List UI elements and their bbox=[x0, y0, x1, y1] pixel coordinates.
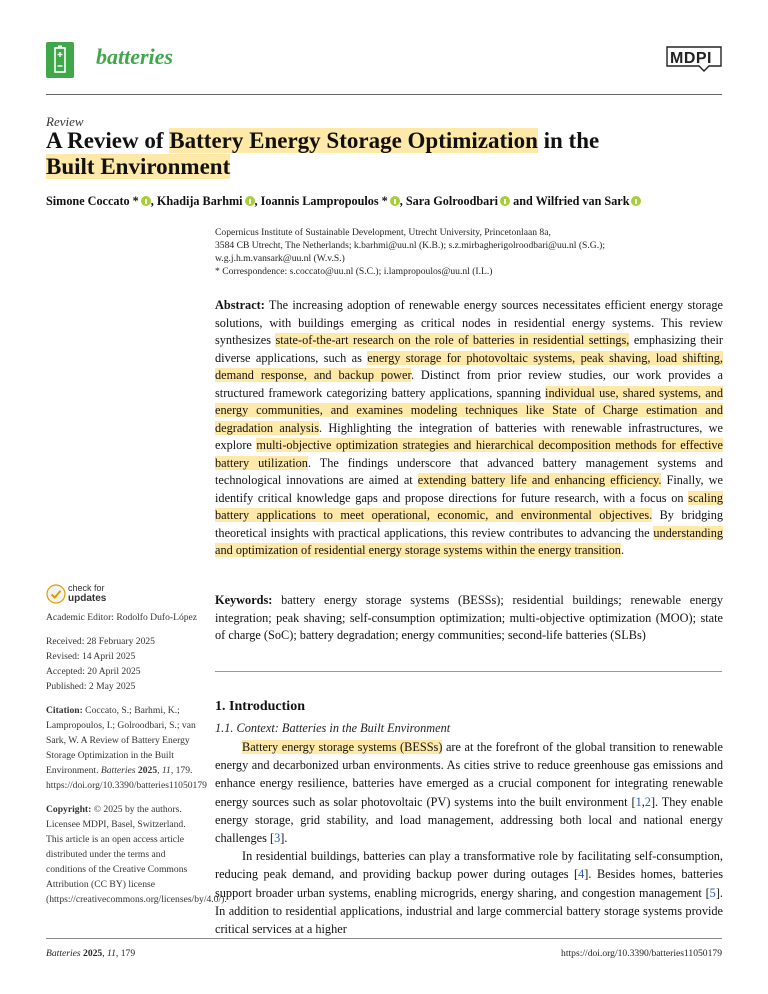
abstract-segment: Finally, we identify critical knowledge gaps and propose directions for future research, with a focus on bbox=[215, 473, 723, 505]
citation-year: 2025 bbox=[135, 765, 158, 776]
introduction-body bbox=[215, 738, 723, 938]
corresponding-mark: * bbox=[378, 194, 388, 208]
abstract-segment: . Highlighting the integration of batteries with renewable infrastructures, we explore bbox=[215, 420, 723, 452]
check-for-updates-badge[interactable] bbox=[46, 582, 156, 608]
body-text: ]. Besides homes, batteries support broader urban systems, enabling microgrids, energy sharing, and congestion management [ bbox=[215, 867, 723, 900]
author-separator: , bbox=[399, 194, 406, 208]
article-info-sidebar bbox=[46, 610, 227, 916]
affiliation-line: w.g.j.h.m.vansark@uu.nl (W.v.S.) bbox=[215, 253, 345, 264]
footer-volume: , 11 bbox=[102, 948, 116, 959]
author-list bbox=[46, 194, 736, 209]
copyright-text: © 2025 by the authors. Licensee MDPI, Basel, Switzerland. This article is an open access article distributed under the terms and conditions of the Creative Commons Attribution (CC BY) license (https://creativecommons.org/licenses/by/4.0/). bbox=[46, 804, 227, 905]
abstract-highlight: understanding and optimization of residential energy storage systems within the energy transition bbox=[215, 525, 723, 557]
body-text: are at the forefront of the global transition to renewable energy and decarbonized urban environments. As cities strive to reduce greenhouse gas emissions and enhance energy resilience, batteries have emerged as a crucial component for integrating renewable energy sources such as solar photovoltaic (PV) systems into the built environment [ bbox=[215, 740, 723, 809]
citation-tail[interactable]: , 179. https://doi.org/10.3390/batteries11050179 bbox=[46, 765, 207, 791]
citation-link[interactable]: 4 bbox=[578, 867, 585, 882]
orcid-icon[interactable] bbox=[141, 196, 151, 206]
citation-link[interactable]: 3 bbox=[274, 831, 281, 846]
orcid-icon[interactable] bbox=[390, 196, 400, 206]
abstract-highlight: state-of-the-art research on the role of batteries in residential settings, bbox=[275, 333, 630, 347]
citation-volume: , 11 bbox=[157, 765, 171, 776]
abstract-segment: The increasing adoption of renewable energy sources necessitates efficient energy storage solutions, with buildings emerging as critical nodes in residential energy systems. This review synthesizes bbox=[215, 298, 723, 347]
footer-journal: Batteries bbox=[46, 948, 81, 959]
copyright bbox=[46, 802, 227, 907]
abstract-highlight: scaling battery applications to meet operational, economic, and environmental objectives. bbox=[215, 490, 723, 522]
article-type: Review bbox=[46, 114, 84, 129]
copyright-label: Copyright: bbox=[46, 804, 92, 815]
date-revised: Revised: 14 April 2025 bbox=[46, 651, 136, 662]
body-text: In residential buildings, batteries can play a transformative role by facilitating self-consumption, reducing peak demand, and providing backup power during outages [ bbox=[215, 849, 723, 882]
subsection-heading: 1.1. Context: Batteries in the Built Environment bbox=[215, 721, 451, 735]
keywords bbox=[215, 592, 723, 645]
author-separator: , bbox=[254, 194, 261, 208]
abstract-segment: . The findings underscore that advanced battery management systems and technological innovations are aimed at bbox=[215, 455, 724, 487]
author-name[interactable]: Simone Coccato bbox=[46, 194, 130, 208]
author-name[interactable]: Khadija Barhmi bbox=[156, 194, 243, 208]
paragraph bbox=[215, 738, 723, 847]
abstract-highlight: energy storage for photovoltaic systems, peak shaving, load shifting, demand response, and backup power bbox=[215, 350, 723, 382]
author-name[interactable]: Ioannis Lampropoulos bbox=[260, 194, 379, 208]
title-part2: in the bbox=[537, 128, 600, 153]
footer-citation bbox=[46, 948, 135, 959]
citation-link[interactable]: 1 bbox=[635, 794, 642, 809]
section-heading: 1. Introduction bbox=[215, 699, 305, 714]
orcid-icon[interactable] bbox=[245, 196, 255, 206]
orcid-icon[interactable] bbox=[631, 196, 641, 206]
abstract-highlight: individual use, shared systems, and energy communities, and examines modeling techniques like State of Charge estimation and degradation analysis bbox=[215, 385, 723, 435]
orcid-icon[interactable] bbox=[500, 196, 510, 206]
body-text: ]. bbox=[280, 831, 288, 846]
footer-doi[interactable]: https://doi.org/10.3390/batteries11050179 bbox=[561, 948, 722, 959]
check-updates-line1: check for bbox=[68, 583, 105, 593]
journal-logo bbox=[46, 42, 74, 78]
citation-link[interactable]: 5 bbox=[709, 885, 716, 900]
article-dates bbox=[46, 634, 201, 694]
body-highlight: Battery energy storage systems (BESSs) bbox=[242, 740, 443, 754]
citation bbox=[46, 703, 207, 793]
author-name[interactable]: Wilfried van Sark bbox=[535, 194, 630, 208]
correspondence-line: * Correspondence: s.coccato@uu.nl (S.C.); i.lampropoulos@uu.nl (I.L.) bbox=[215, 266, 493, 277]
abstract-highlight: extending battery life and enhancing efficiency. bbox=[417, 473, 662, 487]
affiliation-line: 3584 CB Utrecht, The Netherlands; k.barhmi@uu.nl (K.B.); s.z.mirbagherigolroodbari@uu.nl (S.G.); bbox=[215, 240, 605, 251]
abstract-segment: . Distinct from prior review studies, our work provides a structured framework categorizing battery applications, spanning bbox=[215, 368, 723, 400]
keywords-text: battery energy storage systems (BESSs); residential buildings; renewable energy integration; peak shaving; self-consumption optimization; multi-objective optimization (MOO); state of charge (SoC); battery degradation; energy communities; second-life batteries (SLBs) bbox=[215, 593, 723, 642]
author-name[interactable]: Sara Golroodbari bbox=[405, 194, 499, 208]
publisher-logo bbox=[664, 46, 724, 77]
corresponding-mark: * bbox=[129, 194, 139, 208]
abstract-highlight: multi-objective optimization strategies and hierarchical decomposition methods for effective battery utilization bbox=[215, 438, 723, 470]
author-and: and bbox=[510, 194, 536, 208]
citation-label: Citation: bbox=[46, 705, 83, 716]
body-text: ]. In addition to residential applications, industrial and large commercial battery storage systems provide critical services at a higher bbox=[215, 885, 723, 937]
body-text: , bbox=[641, 794, 645, 809]
date-received: Received: 28 February 2025 bbox=[46, 636, 155, 647]
journal-name: batteries bbox=[96, 44, 173, 69]
citation-text: Coccato, S.; Barhmi, K.; Lampropoulos, I.; Golroodbari, S.; van Sark, W. A Review of Battery Energy Storage Optimization in the Built Environment. bbox=[46, 705, 196, 776]
keywords-divider bbox=[215, 671, 722, 672]
abstract-label: Abstract: bbox=[215, 298, 265, 312]
affiliation-line: Copernicus Institute of Sustainable Development, Utrecht University, Princetonlaan 8a, bbox=[215, 227, 551, 238]
header-divider bbox=[46, 94, 722, 95]
abstract-segment: By bridging theoretical insights with practical applications, this review contributes to advancing the bbox=[215, 508, 724, 540]
body-text: ]. They enable energy storage, grid stability, and load management, addressing both local and national energy challenges [ bbox=[215, 794, 724, 846]
keywords-label: Keywords: bbox=[215, 593, 273, 607]
abstract bbox=[215, 297, 723, 560]
author-separator: , bbox=[150, 194, 157, 208]
abstract-segment: emphasizing their diverse applications, such as bbox=[215, 333, 723, 365]
article-title bbox=[46, 128, 686, 180]
publisher-name: MDPI bbox=[670, 50, 712, 67]
check-updates-line2: updates bbox=[68, 593, 107, 604]
battery-icon bbox=[46, 42, 74, 78]
citation-link[interactable]: 2 bbox=[644, 794, 651, 809]
title-line2: Built Environment bbox=[46, 154, 231, 179]
citation-journal: Batteries bbox=[100, 765, 136, 776]
abstract-segment: . bbox=[620, 543, 625, 557]
footer-divider bbox=[46, 938, 722, 939]
footer-page: , 179 bbox=[115, 948, 136, 959]
date-accepted: Accepted: 20 April 2025 bbox=[46, 666, 141, 677]
date-published: Published: 2 May 2025 bbox=[46, 681, 136, 692]
title-part1: A Review of bbox=[46, 128, 170, 153]
paragraph bbox=[215, 847, 723, 938]
academic-editor: Academic Editor: Rodolfo Dufo-López bbox=[46, 612, 198, 623]
title-highlight: Battery Energy Storage Optimization bbox=[169, 128, 538, 153]
footer-year: 2025 bbox=[80, 948, 103, 959]
check-updates-icon bbox=[46, 584, 66, 604]
affiliations bbox=[215, 226, 725, 278]
